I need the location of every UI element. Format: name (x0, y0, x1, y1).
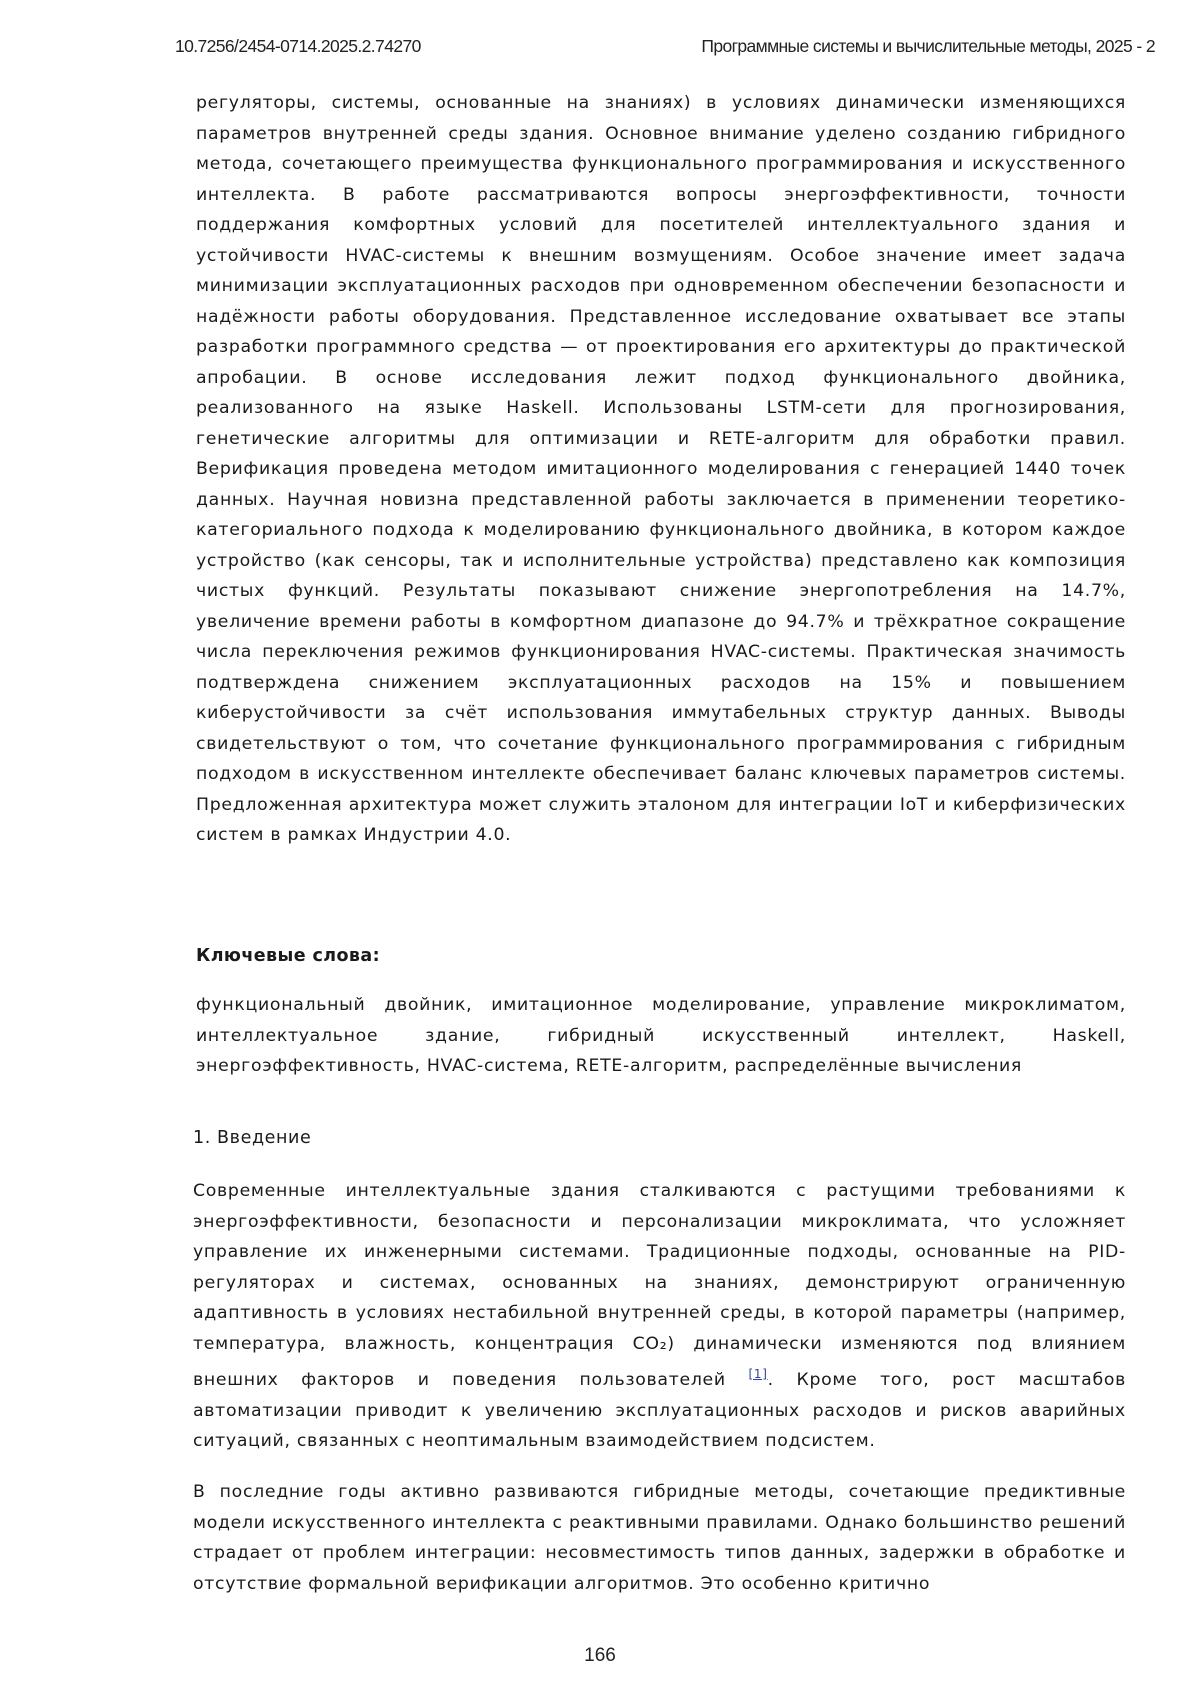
intro-paragraph-2: В последние годы активно развиваются гибридные методы, сочетающие предиктивные модели искусственного интеллекта с реактивными правилами. Однако большинство решений страдает от проблем интеграции: несовместимость типов данных, задержки в обработке и отсутствие формальной верификации алгоритмов. Это особенно критично (193, 1482, 1126, 1594)
citation-link-1[interactable]: [1] (748, 1367, 768, 1381)
section-heading-introduction: 1. Введение (193, 1128, 312, 1148)
page-number: 166 (584, 1645, 616, 1666)
doi-text: 10.7256/2454-0714.2025.2.74270 (175, 36, 421, 56)
citation-ref (749, 1367, 768, 1381)
abstract-paragraph: регуляторы, системы, основанные на знаниях) в условиях динамически изменяющихся параметров внутренней среды здания. Основное внимание уделено созданию гибридного метода, сочетающего преимущества функционального программирования и искусственного интеллекта. В работе рассматриваются вопросы энергоэффективности, точности поддержания комфортных условий для посетителей интеллектуального здания и устойчивости HVAC-системы к внешним возмущениям. Особое значение имеет задача минимизации эксплуатационных расходов при одновременном обеспечении безопасности и надёжности работы оборудования. Представленное исследование охватывает все этапы разработки программного средства — от проектирования его архитектуры до практической апробации. В основе исследования лежит подход функционального двойника, реализованного на языке Haskell. Использованы LSTM-сети для прогнозирования, генетические алгоритмы для оптимизации и RETE-алгоритм для обработки правил. Верификация проведена методом имитационного моделирования с генерацией 1440 точек данных. Научная новизна представленной работы заключается в применении теоретико-категориального подхода к моделированию функционального двойника, в котором каждое устройство (как сенсоры, так и исполнительные устройства) представлено как композиция чистых функций. Результаты показывают снижение энергопотребления на 14.7%, увеличение времени работы в комфортном диапазоне до 94.7% и трёхкратное сокращение числа переключения режимов функционирования HVAC-системы. Практическая значимость подтверждена снижением эксплуатационных расходов на 15% и повышением киберустойчивости за счёт использования иммутабельных структур данных. Выводы свидетельствуют о том, что сочетание функционального программирования с гибридным подходом в искусственном интеллекте обеспечивает баланс ключевых параметров системы. Предложенная архитектура может служить эталоном для интеграции IoT и киберфизических систем в рамках Индустрии 4.0. (196, 93, 1126, 845)
page-header (175, 36, 1155, 57)
intro-p1-text-cont: . Кроме того, рост масштабов автоматизации приводит к увеличению эксплуатационных расходов и рисков аварийных ситуаций, связанных с неоптимальным взаимодействием подсистем. (193, 1370, 1126, 1451)
journal-title: Программные системы и вычислительные методы, 2025 - 2 (701, 36, 1155, 56)
intro-p1-text: Современные интеллектуальные здания сталкиваются с растущими требованиями к энергоэффективности, безопасности и персонализации микроклимата, что усложняет управление их инженерными системами. Традиционные подходы, основанные на PID-регуляторах и системах, основанных на знаниях, демонстрируют ограниченную адаптивность в условиях нестабильной внутренней среды, в которой параметры (например, температура, влажность, концентрация CO₂) динамически изменяются под влиянием внешних факторов и поведения пользователей (193, 1181, 1126, 1390)
keywords-text: функциональный двойник, имитационное моделирование, управление микроклиматом, интеллектуальное здание, гибридный искусственный интеллект, Haskell, энергоэффективность, HVAC-система, RETE-алгоритм, распределённые вычисления (196, 995, 1126, 1076)
keywords-heading: Ключевые слова: (196, 946, 380, 966)
intro-paragraph-1 (193, 1176, 1126, 1457)
